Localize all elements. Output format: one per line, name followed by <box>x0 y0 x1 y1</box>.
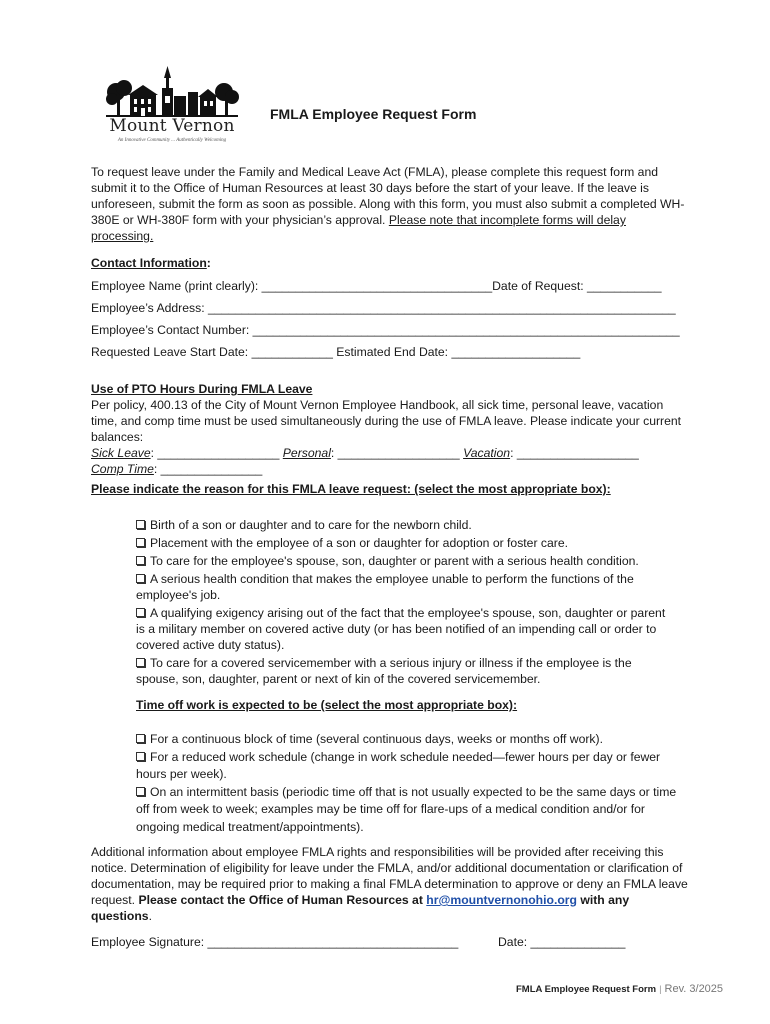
reason-option-family-care[interactable] <box>136 553 676 569</box>
option-label: On an intermittent basis (periodic time off that is not usually expected to be the same days or time off from week to week; examples may be time off for flare-ups of a medical condition and/or for ongoing medical treatment/appointments). <box>136 784 677 834</box>
timeoff-option-reduced[interactable] <box>136 749 681 784</box>
employee-name-field[interactable]: Employee Name (print clearly): __________________________________Date of Request: ___________ <box>91 279 662 293</box>
checkbox-icon[interactable] <box>136 734 145 743</box>
additional-period: . <box>148 909 152 923</box>
logo-city-name: Mount Vernon <box>109 116 235 136</box>
sick-leave-label: Sick Leave <box>91 446 151 460</box>
additional-text: Additional information about employee FMLA rights and responsibilities will be provided after receiving this notice. Determination of eligibility for leave under the FMLA, and/or additional documentation or clarification of documentation, may be required prior to making a final FMLA determination to approve or deny an FMLA leave request. <box>91 845 688 907</box>
hr-contact-text: Please contact the Office of Human Resources at <box>138 893 423 907</box>
contact-heading-text: Contact Information <box>91 256 207 270</box>
footer-separator: | <box>659 984 662 995</box>
pto-balances-row[interactable] <box>91 445 691 461</box>
signature-date-field[interactable]: Date: ______________ <box>498 935 626 949</box>
hr-contact-tail: with any questions <box>91 893 630 923</box>
option-label: For a continuous block of time (several continuous days, weeks or months off work). <box>150 732 603 746</box>
pto-section <box>91 381 691 477</box>
reason-option-placement[interactable] <box>136 535 676 551</box>
city-skyline-icon <box>104 66 240 118</box>
contact-heading-suffix: : <box>206 256 211 270</box>
personal-label: Personal <box>282 446 331 460</box>
option-label: To care for the employee's spouse, son, daughter or parent with a serious health condition. <box>150 554 639 568</box>
option-label: To care for a covered servicemember with a serious injury or illness if the employee is the spouse, son, daughter, parent or next of kin of the covered servicemember. <box>136 656 632 686</box>
sick-leave-field[interactable]: : __________________ <box>150 446 283 460</box>
option-label: A qualifying exigency arising out of the fact that the employee's spouse, son, daughter or parent is a military member on covered active duty (or has been notified of an impending call or order to covered active duty status). <box>136 606 666 652</box>
reason-option-exigency[interactable] <box>136 605 676 653</box>
employee-address-field[interactable]: Employee’s Address: _____________________________________________________________________ <box>91 301 676 315</box>
option-label: A serious health condition that makes the employee unable to perform the functions of the employee's job. <box>136 572 634 602</box>
intro-warning: Please note that incomplete forms will delay processing. <box>91 213 626 243</box>
comp-time-row[interactable] <box>91 461 691 477</box>
option-label: For a reduced work schedule (change in work schedule needed—fewer hours per day or fewer hours per week). <box>136 749 661 781</box>
vacation-field[interactable]: : __________________ <box>510 446 639 460</box>
reason-option-own-health[interactable] <box>136 571 676 603</box>
pto-heading: Use of PTO Hours During FMLA Leave <box>91 382 313 396</box>
checkbox-icon[interactable] <box>136 574 145 583</box>
city-logo <box>104 66 240 152</box>
employee-signature-field[interactable]: Employee Signature: _____________________________________ <box>91 935 459 949</box>
hr-email-link[interactable]: hr@mountvernonohio.org <box>426 893 577 907</box>
reason-option-birth[interactable] <box>136 517 676 533</box>
timeoff-option-continuous[interactable] <box>136 731 681 749</box>
checkbox-icon[interactable] <box>136 658 145 667</box>
checkbox-icon[interactable] <box>136 608 145 617</box>
additional-info-paragraph <box>91 844 691 924</box>
contact-heading <box>91 256 211 270</box>
timeoff-heading: Time off work is expected to be (select the most appropriate box): <box>136 698 518 712</box>
checkbox-icon[interactable] <box>136 787 145 796</box>
page-footer <box>516 983 723 995</box>
comp-time-field[interactable]: : _______________ <box>153 462 263 476</box>
personal-field[interactable]: : __________________ <box>330 446 464 460</box>
checkbox-icon[interactable] <box>136 752 145 761</box>
checkbox-icon[interactable] <box>136 556 145 565</box>
option-label: Placement with the employee of a son or daughter for adoption or foster care. <box>150 536 568 550</box>
timeoff-option-intermittent[interactable] <box>136 784 681 837</box>
reason-option-servicemember[interactable] <box>136 655 676 687</box>
vacation-label: Vacation <box>463 446 511 460</box>
footer-revision: Rev. 3/2025 <box>664 983 724 995</box>
logo-tagline: An Innovative Community ... Authentically Welcoming <box>117 138 227 143</box>
page-title: FMLA Employee Request Form <box>270 106 477 122</box>
footer-form-name: FMLA Employee Request Form <box>516 984 657 995</box>
checkbox-icon[interactable] <box>136 538 145 547</box>
pto-text: Per policy, 400.13 of the City of Mount Vernon Employee Handbook, all sick time, personal leave, vacation time, and comp time must be used simultaneously during the use of FMLA leave. Please indicate your current balances: <box>91 398 682 444</box>
leave-dates-field[interactable]: Requested Leave Start Date: ____________ Estimated End Date: ___________________ <box>91 345 581 359</box>
intro-text: To request leave under the Family and Medical Leave Act (FMLA), please complete this request form and submit it to the Office of Human Resources at least 30 days before the start of your leave. If the leave is unforeseen, submit the form as soon as possible. Along with this form, you must also submit a completed WH-380E or WH-380F form with your physician’s approval. <box>91 165 685 227</box>
reason-options <box>136 517 676 689</box>
option-label: Birth of a son or daughter and to care for the newborn child. <box>150 518 472 532</box>
checkbox-icon[interactable] <box>136 520 145 529</box>
intro-paragraph <box>91 164 691 244</box>
comp-time-label: Comp Time <box>91 462 154 476</box>
reason-heading: Please indicate the reason for this FMLA leave request: (select the most appropriate box): <box>91 482 611 496</box>
employee-phone-field[interactable]: Employee’s Contact Number: _______________________________________________________________ <box>91 323 680 337</box>
timeoff-options <box>136 731 681 836</box>
